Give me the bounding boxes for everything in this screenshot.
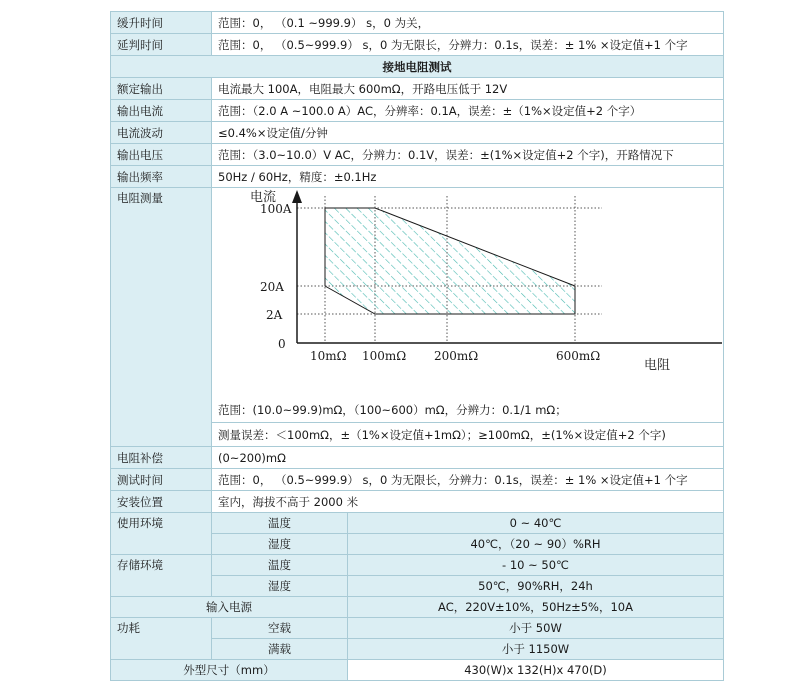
operating-region (325, 208, 575, 314)
row-label: 测试时间 (110, 469, 212, 490)
row-value: 范围：0， （0.1 ~999.9） s，0 为关， (212, 12, 724, 33)
env-sub-label: 空载 (212, 618, 348, 638)
section-title: 接地电阻测试 (110, 56, 724, 77)
row-input-power (110, 597, 724, 618)
env-subrows (212, 555, 724, 596)
env-sub-value: 50℃，90%RH，24h (348, 576, 724, 596)
row-value: 范围：0， （0.5~999.9） s，0 为无限长，分辨力：0.1s，误差：± 1% ×设定值+1 个字 (212, 469, 724, 490)
y-axis-title: 电流 (250, 190, 277, 205)
row-label: 输出频率 (110, 166, 212, 187)
env-subrows (212, 513, 724, 554)
row-label: 电阻测量 (110, 188, 212, 446)
origin-label: 0 (278, 337, 286, 351)
y-axis-arrow (292, 190, 302, 203)
env-sub-label: 温度 (212, 513, 348, 533)
row-label: 功耗 (110, 618, 212, 659)
row-value: 室内，海拔不高于 2000 米 (212, 491, 724, 512)
resistance-range: 范围：(10.0~99.9)mΩ，（100~600）mΩ，分辨力：0.1/1 mΩ； (218, 403, 567, 417)
row-label: 电阻补偿 (110, 447, 212, 468)
row-label: 输出电流 (110, 100, 212, 121)
row-delay-time (110, 34, 724, 56)
env-sub-label: 湿度 (212, 534, 348, 554)
env-sub-label: 湿度 (212, 576, 348, 596)
row-value: 430(W)x 132(H)x 470(D) (348, 660, 724, 680)
y-tick-label: 100A (260, 202, 292, 216)
row-power-consumption (110, 618, 724, 660)
row-value: 50Hz / 60Hz，精度：±0.1Hz (212, 166, 724, 187)
row-value: 范围：0， （0.5~999.9） s，0 为无限长，分辨力：0.1s，误差：± 1% ×设定值+1 个字 (212, 34, 724, 55)
row-value: 范围：（2.0 A ~100.0 A）AC，分辨率：0.1A，误差：±（1%×设定值+2 个字） (212, 100, 724, 121)
env-sub-value: - 10 ~ 50℃ (348, 555, 724, 575)
row-label: 缓升时间 (110, 12, 212, 33)
row-resistance-compensation (110, 447, 724, 469)
row-label: 安装位置 (110, 491, 212, 512)
row-label: 延判时间 (110, 34, 212, 55)
resistance-chart-cell (212, 188, 724, 446)
row-label: 额定输出 (110, 78, 212, 99)
row-value: (0~200)mΩ (212, 447, 724, 468)
row-value: AC，220V±10%，50Hz±5%，10A (348, 597, 724, 617)
env-sub-value: 小于 50W (348, 618, 724, 638)
resistance-error: 测量误差：＜100mΩ，±（1%×设定值+1mΩ）；≥100mΩ，±(1%×设定值+2 个字) (212, 422, 723, 446)
x-tick-label: 100mΩ (362, 349, 407, 363)
resistance-current-chart (212, 188, 722, 398)
env-sub-label: 温度 (212, 555, 348, 575)
y-tick-label: 2A (266, 308, 283, 322)
row-rated-output (110, 78, 724, 100)
y-tick-label: 20A (260, 280, 284, 294)
row-ramp-time (110, 11, 724, 34)
x-tick-label: 10mΩ (310, 349, 347, 363)
row-value: ≤0.4%×设定值/分钟 (212, 122, 724, 143)
row-label: 存储环境 (110, 555, 212, 596)
row-value: 范围：（3.0~10.0）V AC，分辨力：0.1V，误差：±(1%×设定值+2 个字)，开路情况下 (212, 144, 724, 165)
row-output-voltage (110, 144, 724, 166)
row-label: 电流波动 (110, 122, 212, 143)
section-header (110, 56, 724, 78)
env-subrows (212, 618, 724, 659)
row-label: 外型尺寸（mm） (110, 660, 348, 680)
env-sub-label: 满载 (212, 639, 348, 659)
env-sub-value: 40℃，（20 ~ 90）%RH (348, 534, 724, 554)
env-sub-value: 小于 1150W (348, 639, 724, 659)
row-label: 使用环境 (110, 513, 212, 554)
env-sub-value: 0 ~ 40℃ (348, 513, 724, 533)
row-resistance-measurement (110, 188, 724, 447)
x-tick-label: 600mΩ (556, 349, 601, 363)
row-install-location (110, 491, 724, 513)
row-value: 电流最大 100A，电阻最大 600mΩ，开路电压低于 12V (212, 78, 724, 99)
row-use-environment (110, 513, 724, 555)
row-storage-environment (110, 555, 724, 597)
row-current-fluctuation (110, 122, 724, 144)
row-dimensions (110, 660, 724, 681)
row-output-current (110, 100, 724, 122)
row-output-frequency (110, 166, 724, 188)
x-tick-label: 200mΩ (434, 349, 479, 363)
row-label: 输入电源 (110, 597, 348, 617)
x-axis-title: 电阻 (644, 358, 671, 373)
spec-table (110, 11, 724, 681)
row-test-time (110, 469, 724, 491)
row-label: 输出电压 (110, 144, 212, 165)
